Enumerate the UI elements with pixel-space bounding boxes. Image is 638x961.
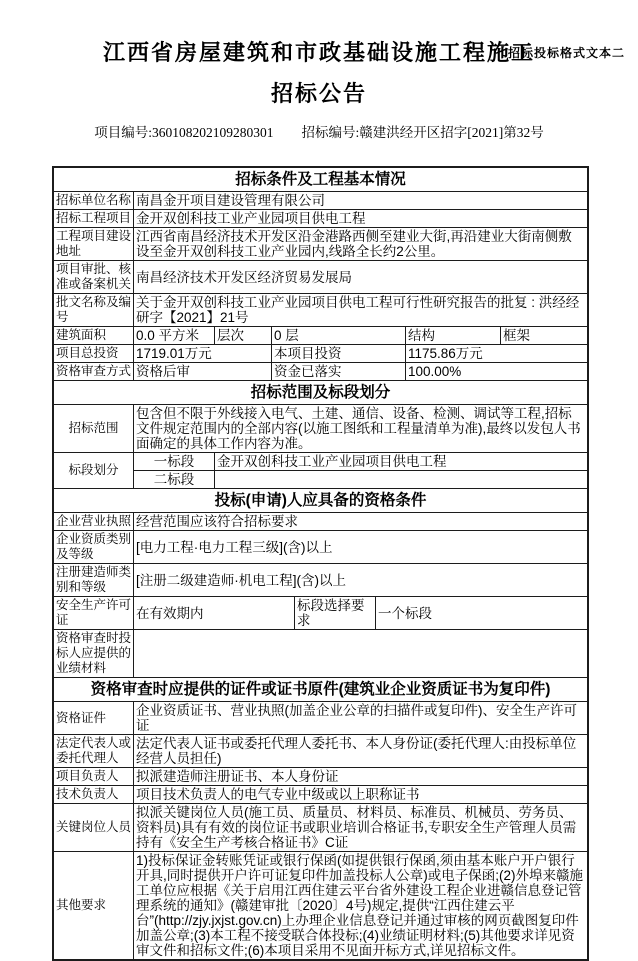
project-number: 360108202109280301 (152, 125, 274, 140)
row-value: 经营范围应该符合招标要求 (136, 514, 298, 529)
row-label: 资格审查时投标人应提供的业绩材料 (54, 630, 134, 677)
row-value: 法定代表人证书或委托代理人委托书、本人身份证(委托代理人:由投标单位经营人员担任) (136, 736, 577, 766)
row-value: 1)投标保证金转账凭证或银行保函(如提供银行保函,须由基本账户开户银行开具,同时提供开户许可证复印件加盖投标人公章)或电子保函;(2)外埠来赣施工单位应根据《关于启用江西住建云平台省外建设工程企业进赣信息登记管理系统的通知》(赣建审批〔2020〕4号)规定,提供“江西住建云平台”(http://zjy.jxjst.gov.cn)上办理企业信息登记并通过审核的网页截图复印件加盖公章;(3)本工程不接受联合体投标;(4)业绩证明材料;(5)其他要求详见资审文件和招标文件;(6)本项目采用不见面开标方式,详见招标文件。 (136, 853, 583, 958)
tender-info-table (52, 166, 589, 961)
bid-section-2-label: 二标段 (134, 471, 215, 488)
row-value: 南昌经济技术开发区经济贸易发展局 (136, 269, 352, 285)
row-label: 工程项目建设地址 (54, 228, 134, 260)
project-investment-value: 1175.86万元 (408, 346, 483, 361)
area-value: 0.0 平方米 (134, 327, 215, 344)
division-row-2 (134, 471, 587, 488)
qual-review-value: 资格后审 (134, 363, 272, 380)
structure-value: 框架 (503, 328, 530, 343)
row-label: 资格审查方式 (54, 363, 134, 380)
table-row-qualification-review (54, 363, 587, 381)
bid-section-1-value: 金开双创科技工业产业园项目供电工程 (217, 454, 447, 469)
row-value: 江西省南昌经济技术开发区沿金港路西侧至建业大街,再沿建业大街南侧敷设至金开双创科技工业产业园内,线路全长约2公里。 (136, 229, 572, 259)
row-label: 批文名称及编号 (54, 294, 134, 326)
row-value: 金开双创科技工业产业园项目供电工程 (136, 211, 366, 226)
table-row-safety-license (54, 597, 587, 630)
section-header-row (54, 678, 587, 702)
table-row-other-requirements (54, 852, 587, 959)
table-row-area (54, 327, 587, 345)
section-title-basic-info: 招标条件及工程基本情况 (235, 171, 406, 188)
row-value: 项目技术负责人的电气专业中级或以上职称证书 (136, 787, 420, 802)
fund-value: 100.00% (408, 364, 462, 379)
table-row-project-manager (54, 768, 587, 786)
table-row-enterprise-grade (54, 531, 587, 564)
row-value: 包含但不限于外线接入电气、土建、通信、设备、检测、调试等工程,招标文件规定范围内的全部内容(以施工图纸和工程量清单为准),最终以发包人书面确定的具体工作内容为准。 (136, 406, 581, 451)
section-header-row (54, 381, 587, 405)
row-label: 招标工程项目 (54, 210, 134, 227)
row-label: 关键岗位人员 (54, 804, 134, 851)
tender-number-label: 招标编号: (301, 125, 360, 140)
table-row-key-personnel (54, 804, 587, 852)
division-row-1 (134, 453, 587, 471)
row-label: 项目总投资 (54, 345, 134, 362)
floors-value: 0 层 (272, 327, 406, 344)
table-row-legal-representative (54, 735, 587, 768)
page-title-line1: 江西省房屋建筑和市政基础设施工程施工 (102, 40, 535, 65)
table-row-division (54, 453, 587, 489)
table-row-approval-doc (54, 294, 587, 327)
row-label: 注册建造师类别和等级 (54, 564, 134, 596)
table-row-technical-director (54, 786, 587, 804)
fund-label: 资金已落实 (272, 363, 406, 380)
row-value: 拟派建造师注册证书、本人身份证 (136, 769, 339, 784)
table-row-unit (54, 192, 587, 210)
bid-select-value: 一个标段 (378, 605, 432, 621)
tender-number: 赣建洪经开区招字[2021]第32号 (359, 125, 544, 140)
row-label: 资格证件 (54, 702, 134, 734)
bid-section-1-label: 一标段 (134, 453, 215, 470)
bid-select-label: 标段选择要求 (295, 597, 376, 629)
table-row-qualification-certificates (54, 702, 587, 735)
row-value (134, 630, 587, 677)
row-value: 关于金开双创科技工业产业园项目供电工程可行性研究报告的批复 : 洪经经研字【2021】21号 (136, 295, 580, 325)
safety-value: 在有效期内 (134, 597, 295, 629)
table-row-performance-materials (54, 630, 587, 678)
format-note: 招标投标格式文本二 (507, 46, 625, 60)
row-label: 项目审批、核准或备案机关 (54, 261, 134, 293)
row-label: 标段划分 (54, 453, 134, 488)
section-title-bidder-qualifications: 投标(申请)人应具备的资格条件 (214, 492, 427, 509)
row-value: 南昌金开项目建设管理有限公司 (136, 193, 325, 208)
row-value: [电力工程·电力工程三级](含)以上 (136, 539, 333, 555)
doc-numbers-line (0, 121, 638, 141)
row-label: 项目负责人 (54, 768, 134, 785)
table-row-scope (54, 405, 587, 453)
row-label: 招标单位名称 (54, 192, 134, 209)
table-row-project (54, 210, 587, 228)
row-label: 法定代表人或委托代理人 (54, 735, 134, 767)
table-row-approval-org (54, 261, 587, 294)
bid-section-2-value (215, 471, 587, 488)
row-label: 招标范围 (54, 405, 134, 452)
table-row-address (54, 228, 587, 261)
project-investment-label: 本项目投资 (272, 345, 406, 362)
row-value: 企业资质证书、营业执照(加盖企业公章的扫描件或复印件)、安全生产许可证 (136, 703, 577, 733)
row-value: 拟派关键岗位人员(施工员、质量员、材料员、标准员、机械员、劳务员、资料员)具有有效的岗位证书或职业培训合格证书,专职安全生产管理人员需持有《安全生产考核合格证书》C证 (136, 805, 577, 850)
section-header-row (54, 489, 587, 513)
row-label: 企业资质类别及等级 (54, 531, 134, 563)
row-value: [注册二级建造师·机电工程](含)以上 (136, 572, 346, 588)
row-label: 企业营业执照 (54, 513, 134, 530)
section-header-row (54, 168, 587, 192)
division-subtable (134, 453, 587, 488)
total-investment-value: 1719.01万元 (134, 345, 272, 362)
row-label: 技术负责人 (54, 786, 134, 803)
table-row-registered-builder (54, 564, 587, 597)
project-number-label: 项目编号: (94, 125, 152, 140)
row-label: 安全生产许可证 (54, 597, 134, 629)
table-row-investment (54, 345, 587, 363)
section-title-certificates: 资格审查时应提供的证件或证书原件(建筑业企业资质证书为复印件) (90, 681, 551, 698)
row-label: 建筑面积 (54, 327, 134, 344)
floors-label: 层次 (215, 327, 272, 344)
page-title-line2: 招标公告 (270, 81, 367, 106)
row-label: 其他要求 (54, 852, 134, 959)
structure-label: 结构 (406, 327, 501, 344)
table-row-business-license (54, 513, 587, 531)
section-title-scope: 招标范围及标段划分 (250, 384, 391, 401)
